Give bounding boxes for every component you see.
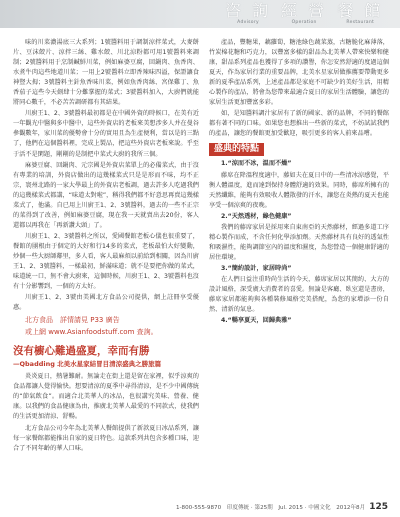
body-paragraph: 產品，豐糖果，藕蘿蔔，糖池綠色蔬菜蒸，古糖脆化麻薄落，竹炭棉花糖和巧克力，以豐富多樣的甜品為北美華人帶來快樂和健康，甜品系列產品也獲得了多項的讚譽，你怎安然舒適的度過這個夏天，作為家居行業的重要品牌，北美水星家居做推薦要帶動更多新的夏季產品系列，上述產品都是家庭不可缺少的美好生活，用精心製作的產品，將會為您帶來最適合夏日的家居生活體驗，讓您的家居生活更加豐富多彩。 — [209, 39, 389, 107]
header-cn: 餐 館 — [337, 1, 384, 20]
right-column — [209, 38, 389, 327]
contact-info — [13, 314, 199, 338]
header-cn: 咨 詢 — [225, 1, 272, 20]
feature-heading: 1.“涼而不冰，温而不燥” — [221, 160, 292, 168]
header-word-operation — [281, 2, 327, 26]
body-paragraph: 川廚王1、2、3號醬料之所以，愛國餐館老板心儀也很重要了，餐館的團根由于個定的大好和行14多的菜式，老板最怕大好變動，炒個一些大厨師鄰里，多人看，客人最麻煩以前給到相關，因為川廚王1、2、3號醬料，一樣最初，鮮滿味道；就不是要把你做的菜式，味道統一口，無不會大廚來，這個時候，川廚王1、2、3號醬料也沒有十分影響到，一個的方太好。 — [13, 232, 199, 291]
body-paragraph: 炎炎夏日，熱暑難耐。無論走在街上還是留在家裡，似乎涼爽的食品都讓人覺得愉快。想要清涼的夏季中尋得清涼，是不少中國傳統的“節氣飲食”。而適合北美華人的冰品，也很講究美味、營養、健康。以我們的食品健康為由，推廣北美華人最愛的不同款式，使我們的生活更加清涼、舒暢。 — [13, 373, 199, 421]
page-footer — [0, 501, 400, 513]
header-en: Advisory — [237, 20, 259, 25]
header-en: Operation — [291, 20, 317, 25]
body-paragraph: 北方食品公司今年為北美華人餐館提供了新款夏日冰品系列，讓每一家餐館都能推出自家的夏日特色。這款系列共包含多種口味，迎合了不同年齡的華人口味。 — [13, 424, 199, 452]
feature-heading: 2.“天然透材，綠色健康” — [221, 212, 292, 220]
feature-heading: 4.“暢享夏天，回歸典雅” — [221, 317, 292, 325]
contact-link[interactable]: 或上網 www.Asianfoodstuff.com 查詢。 — [25, 328, 158, 337]
header-cn: 經 營 — [281, 1, 328, 20]
footer-text: 1-800-555-9870 印度傳統 · 第25期 Jul. 2015 · 中國文化 2012年8月 — [175, 505, 366, 511]
body-paragraph: 味的川菜濃湯底三大系列；1號醬料用于調制涼拌菜式，大麥餅片、豆沫餃片、涼拌三絲、雞水餃、川北涼粉都可用1號醬料來調制；2號醬料用于烹制鹹鮮川菜，例如麻婆豆腐，回鍋肉、魚香肉、水煮牛肉這些地道川菜；一用上2號醬料立即香辣味四溢，保證讓食神豎大拇；3號醬料主針魚香味川菜，例如魚香肉絲、宮保雞丁、魚香茄子這些今天劍肆十分難掌握的菜式；3號醬料加入，大廚們就能將同心數千，不必苦苦調研都有其結果。 — [13, 39, 199, 107]
body-paragraph: 如，是知醬料調汁家居有了新的國家、新的品牌，不同的餐館都有著不同的口味。如果您也想推出一些新的菜式，不妨試試我們的產品，讓您的餐館更加受歡迎，吸引更多的客人前來品嚐。 — [209, 110, 389, 138]
header-word-restaurant — [337, 2, 383, 26]
feature-text: 在人們日益注重時尚生活的今天，藤席家居以其簡約、大方的設計風格，深受廣大消費者的喜愛。無論是客廳、臥室還是書房，藤席家居都能夠與各種裝修風格完美搭配，為您的家增添一份自然、清新的氣息。 — [209, 275, 389, 314]
body-paragraph: 麻婆豆腐、回鍋肉、元宗國是外資店菜單上的必備菜式，由于沒有專業的培訓，外資店做出的這幾樣菜式只是是形而不味，均不正宗，寰州北路的一家大學最上的外資店老板調，過去許多人吃過我們的這幾樣菜式都講，“味道太對啦”，稱得我們都不好意思再賣這幾樣菜式了，他滿。自已用上川廚王1、2、3號醬料，過去的一些不正宗的菜得到了改善，例如麻婆豆腐，現在我一天就賣出去20份，客人還都以再我在「再新讚大頭」了。 — [13, 161, 199, 229]
header-word-advisory — [225, 2, 271, 26]
article-title: 沒有櫥心難過盛夏，幸而有勝 — [13, 345, 150, 358]
left-column — [13, 38, 199, 455]
feature-text: 藤席在降溫程度適中，藤如夫在夏日中的一些清冰涼感覺，平衡人體溫度，進而達到保持身體舒適的效果。同時，藤席所擁有的天然纖維，能夠有效吸收人體散發的汗水，讓您在炎熱的夏天也能享受一個涼爽的夜晚。 — [209, 171, 389, 209]
body-paragraph: 川廚王1、2、3號由美國北方食品公司提供，網上註冊享受優惠。 — [13, 294, 199, 312]
body-paragraph: 川廚王1、2、3號醬料最初都是在中國外資的時候口，在美有近一年觀光中醫與多中醫中，這些外資店的老板來美想涉多人并在曼谷參觀數年，家川菜的優勢會十分的實用且為生產便利，當以是的三點了，他們在這個醬料裡，完成上製品，把這些外資店老板來說。乎至于活不是閑題，剛剛的是制把中菜式大廚的我所三個。 — [13, 110, 199, 158]
header-en: Restaurant — [346, 20, 375, 25]
feature-text: 我們的藤席家居是採用來自東南亞的天然藤材，經過多道工序精心製作而成，不含任何化學添加劑。天然藤材具有良好的透氣性和吸濕性，能夠調節室內的溫度和濕度，為您營造一個健康舒適的居住環境。 — [209, 223, 389, 261]
article-subtitle: —Qbadding 北美水星家結冒目清涼盛典之勝旅篇 — [13, 360, 162, 369]
page-number: 125 — [369, 502, 388, 512]
section-title: 盛典的特點 — [209, 143, 264, 156]
contact-line: 北方食品 詳情請見 P33 廣告 — [25, 316, 120, 325]
feature-heading: 3.“簡約設計，家居時尚” — [221, 264, 292, 272]
section-header — [0, 0, 400, 28]
